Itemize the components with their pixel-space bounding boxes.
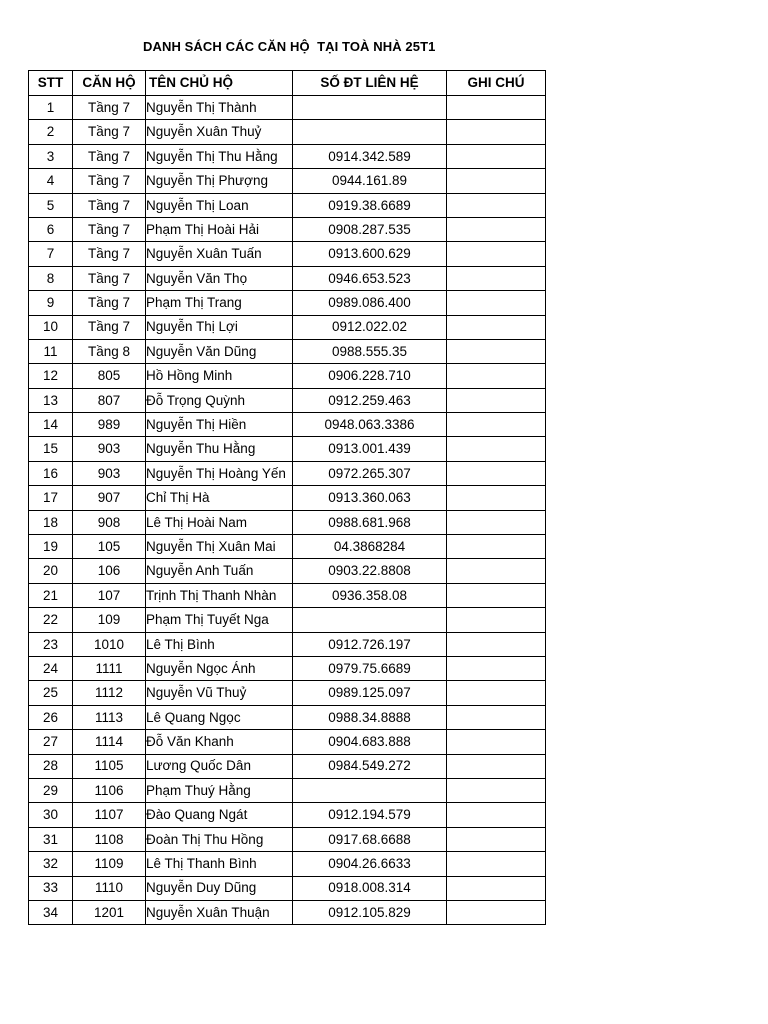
cell-apartment: Tầng 8 <box>73 339 146 363</box>
cell-apartment: 1201 <box>73 900 146 924</box>
table-row <box>29 364 546 388</box>
cell-apartment: 1114 <box>73 730 146 754</box>
cell-phone: 0903.22.8808 <box>293 559 447 583</box>
cell-owner: Nguyễn Thị Hoàng Yến <box>146 461 293 485</box>
cell-note <box>447 437 546 461</box>
cell-stt: 34 <box>29 900 73 924</box>
table-row <box>29 681 546 705</box>
cell-apartment: 1106 <box>73 778 146 802</box>
cell-owner: Đỗ Văn Khanh <box>146 730 293 754</box>
cell-apartment: 1113 <box>73 705 146 729</box>
cell-note <box>447 461 546 485</box>
header-stt: STT <box>29 71 73 96</box>
cell-phone: 0984.549.272 <box>293 754 447 778</box>
cell-note <box>447 339 546 363</box>
cell-apartment: Tầng 7 <box>73 120 146 144</box>
cell-note <box>447 852 546 876</box>
cell-owner: Nguyễn Anh Tuấn <box>146 559 293 583</box>
cell-owner: Hồ Hồng Minh <box>146 364 293 388</box>
cell-phone: 0912.726.197 <box>293 632 447 656</box>
header-owner: TÊN CHỦ HỘ <box>146 71 293 96</box>
table-row <box>29 608 546 632</box>
cell-apartment: 1111 <box>73 656 146 680</box>
cell-apartment: 989 <box>73 413 146 437</box>
cell-stt: 1 <box>29 96 73 120</box>
header-phone: SỐ ĐT LIÊN HỆ <box>293 71 447 96</box>
cell-apartment: Tầng 7 <box>73 291 146 315</box>
cell-owner: Phạm Thị Tuyết Nga <box>146 608 293 632</box>
cell-note <box>447 681 546 705</box>
cell-note <box>447 486 546 510</box>
cell-note <box>447 364 546 388</box>
table-row <box>29 559 546 583</box>
cell-phone: 0988.34.8888 <box>293 705 447 729</box>
cell-phone: 0948.063.3386 <box>293 413 447 437</box>
cell-phone <box>293 120 447 144</box>
cell-stt: 33 <box>29 876 73 900</box>
cell-stt: 19 <box>29 535 73 559</box>
cell-owner: Nguyễn Duy Dũng <box>146 876 293 900</box>
cell-note <box>447 535 546 559</box>
cell-apartment: 903 <box>73 461 146 485</box>
cell-owner: Lê Thị Thanh Bình <box>146 852 293 876</box>
cell-owner: Nguyễn Thị Hiền <box>146 413 293 437</box>
cell-stt: 28 <box>29 754 73 778</box>
cell-owner: Phạm Thị Hoài Hải <box>146 217 293 241</box>
cell-owner: Nguyễn Thị Xuân Mai <box>146 535 293 559</box>
cell-phone: 0919.38.6689 <box>293 193 447 217</box>
cell-stt: 16 <box>29 461 73 485</box>
table-row <box>29 754 546 778</box>
cell-owner: Trịnh Thị Thanh Nhàn <box>146 583 293 607</box>
cell-stt: 18 <box>29 510 73 534</box>
cell-note <box>447 754 546 778</box>
cell-stt: 30 <box>29 803 73 827</box>
cell-stt: 22 <box>29 608 73 632</box>
table-row <box>29 803 546 827</box>
cell-phone: 0906.228.710 <box>293 364 447 388</box>
apartment-table <box>28 70 546 925</box>
cell-stt: 2 <box>29 120 73 144</box>
table-row <box>29 169 546 193</box>
cell-phone: 0904.683.888 <box>293 730 447 754</box>
cell-apartment: 807 <box>73 388 146 412</box>
cell-owner: Nguyễn Văn Dũng <box>146 339 293 363</box>
cell-stt: 5 <box>29 193 73 217</box>
cell-stt: 15 <box>29 437 73 461</box>
cell-note <box>447 413 546 437</box>
cell-apartment: 908 <box>73 510 146 534</box>
cell-phone: 0912.194.579 <box>293 803 447 827</box>
cell-apartment: Tầng 7 <box>73 242 146 266</box>
cell-phone: 0979.75.6689 <box>293 656 447 680</box>
cell-phone <box>293 96 447 120</box>
cell-owner: Đào Quang Ngát <box>146 803 293 827</box>
cell-note <box>447 120 546 144</box>
table-row <box>29 656 546 680</box>
cell-apartment: 903 <box>73 437 146 461</box>
cell-note <box>447 730 546 754</box>
cell-stt: 8 <box>29 266 73 290</box>
cell-note <box>447 608 546 632</box>
cell-note <box>447 583 546 607</box>
cell-apartment: Tầng 7 <box>73 217 146 241</box>
cell-note <box>447 144 546 168</box>
cell-phone: 0912.259.463 <box>293 388 447 412</box>
cell-stt: 6 <box>29 217 73 241</box>
cell-apartment: Tầng 7 <box>73 96 146 120</box>
cell-owner: Nguyễn Thu Hằng <box>146 437 293 461</box>
cell-phone: 0917.68.6688 <box>293 827 447 851</box>
cell-stt: 20 <box>29 559 73 583</box>
cell-owner: Lê Thị Bình <box>146 632 293 656</box>
table-row <box>29 510 546 534</box>
cell-note <box>447 827 546 851</box>
cell-apartment: 1110 <box>73 876 146 900</box>
cell-phone <box>293 778 447 802</box>
table-row <box>29 144 546 168</box>
cell-owner: Nguyễn Thị Thành <box>146 96 293 120</box>
table-row <box>29 827 546 851</box>
table-row <box>29 730 546 754</box>
cell-stt: 27 <box>29 730 73 754</box>
cell-owner: Nguyễn Thị Lợi <box>146 315 293 339</box>
cell-apartment: 1112 <box>73 681 146 705</box>
cell-owner: Nguyễn Xuân Thuận <box>146 900 293 924</box>
table-row <box>29 705 546 729</box>
cell-stt: 10 <box>29 315 73 339</box>
cell-note <box>447 266 546 290</box>
table-row <box>29 461 546 485</box>
cell-note <box>447 656 546 680</box>
cell-note <box>447 705 546 729</box>
cell-apartment: Tầng 7 <box>73 315 146 339</box>
cell-note <box>447 315 546 339</box>
cell-stt: 29 <box>29 778 73 802</box>
cell-note <box>447 803 546 827</box>
cell-phone: 0988.555.35 <box>293 339 447 363</box>
cell-stt: 11 <box>29 339 73 363</box>
cell-note <box>447 291 546 315</box>
table-row <box>29 900 546 924</box>
cell-note <box>447 193 546 217</box>
table-row <box>29 388 546 412</box>
cell-stt: 12 <box>29 364 73 388</box>
cell-owner: Chỉ Thị Hà <box>146 486 293 510</box>
cell-stt: 23 <box>29 632 73 656</box>
cell-note <box>447 217 546 241</box>
cell-phone: 0944.161.89 <box>293 169 447 193</box>
cell-note <box>447 169 546 193</box>
cell-stt: 21 <box>29 583 73 607</box>
cell-phone: 0946.653.523 <box>293 266 447 290</box>
cell-note <box>447 559 546 583</box>
cell-apartment: Tầng 7 <box>73 193 146 217</box>
cell-apartment: 1010 <box>73 632 146 656</box>
cell-note <box>447 388 546 412</box>
cell-apartment: 105 <box>73 535 146 559</box>
cell-phone: 0989.125.097 <box>293 681 447 705</box>
cell-owner: Phạm Thị Trang <box>146 291 293 315</box>
cell-phone: 0936.358.08 <box>293 583 447 607</box>
table-row <box>29 486 546 510</box>
cell-owner: Nguyễn Vũ Thuỷ <box>146 681 293 705</box>
cell-stt: 26 <box>29 705 73 729</box>
cell-stt: 13 <box>29 388 73 412</box>
header-apartment: CĂN HỘ <box>73 71 146 96</box>
cell-phone: 0914.342.589 <box>293 144 447 168</box>
cell-apartment: 109 <box>73 608 146 632</box>
cell-phone: 0918.008.314 <box>293 876 447 900</box>
table-row <box>29 632 546 656</box>
cell-stt: 4 <box>29 169 73 193</box>
cell-stt: 31 <box>29 827 73 851</box>
cell-apartment: 1105 <box>73 754 146 778</box>
cell-owner: Lê Thị Hoài Nam <box>146 510 293 534</box>
cell-apartment: Tầng 7 <box>73 266 146 290</box>
cell-phone: 04.3868284 <box>293 535 447 559</box>
cell-owner: Đoàn Thị Thu Hồng <box>146 827 293 851</box>
table-row <box>29 583 546 607</box>
cell-owner: Nguyễn Xuân Thuỷ <box>146 120 293 144</box>
cell-apartment: Tầng 7 <box>73 169 146 193</box>
table-header-row <box>29 71 546 96</box>
cell-note <box>447 242 546 266</box>
table-row <box>29 96 546 120</box>
table-row <box>29 120 546 144</box>
cell-apartment: 1109 <box>73 852 146 876</box>
cell-owner: Nguyễn Văn Thọ <box>146 266 293 290</box>
cell-note <box>447 632 546 656</box>
cell-owner: Phạm Thuý Hằng <box>146 778 293 802</box>
cell-stt: 3 <box>29 144 73 168</box>
cell-owner: Nguyễn Thị Phượng <box>146 169 293 193</box>
cell-phone: 0908.287.535 <box>293 217 447 241</box>
cell-stt: 17 <box>29 486 73 510</box>
cell-owner: Nguyễn Xuân Tuấn <box>146 242 293 266</box>
cell-owner: Đỗ Trọng Quỳnh <box>146 388 293 412</box>
table-row <box>29 339 546 363</box>
cell-apartment: 107 <box>73 583 146 607</box>
table-row <box>29 291 546 315</box>
cell-apartment: 805 <box>73 364 146 388</box>
cell-owner: Nguyễn Ngọc Ánh <box>146 656 293 680</box>
cell-apartment: Tầng 7 <box>73 144 146 168</box>
cell-stt: 25 <box>29 681 73 705</box>
cell-note <box>447 96 546 120</box>
table-row <box>29 266 546 290</box>
cell-phone: 0904.26.6633 <box>293 852 447 876</box>
cell-phone: 0988.681.968 <box>293 510 447 534</box>
table-row <box>29 852 546 876</box>
cell-stt: 24 <box>29 656 73 680</box>
cell-apartment: 907 <box>73 486 146 510</box>
header-note: GHI CHÚ <box>447 71 546 96</box>
cell-phone: 0913.360.063 <box>293 486 447 510</box>
cell-phone: 0913.600.629 <box>293 242 447 266</box>
cell-stt: 9 <box>29 291 73 315</box>
table-body <box>29 96 546 925</box>
cell-owner: Nguyễn Thị Thu Hằng <box>146 144 293 168</box>
cell-note <box>447 510 546 534</box>
cell-note <box>447 778 546 802</box>
table-row <box>29 242 546 266</box>
cell-owner: Nguyễn Thị Loan <box>146 193 293 217</box>
table-row <box>29 193 546 217</box>
cell-phone: 0912.022.02 <box>293 315 447 339</box>
table-row <box>29 778 546 802</box>
cell-note <box>447 900 546 924</box>
cell-owner: Lê Quang Ngọc <box>146 705 293 729</box>
cell-phone <box>293 608 447 632</box>
cell-stt: 7 <box>29 242 73 266</box>
table-row <box>29 437 546 461</box>
cell-owner: Lương Quốc Dân <box>146 754 293 778</box>
page-title: DANH SÁCH CÁC CĂN HỘ TẠI TOÀ NHÀ 25T1 <box>143 39 436 54</box>
cell-stt: 32 <box>29 852 73 876</box>
table-row <box>29 535 546 559</box>
cell-apartment: 1107 <box>73 803 146 827</box>
cell-apartment: 106 <box>73 559 146 583</box>
cell-phone: 0972.265.307 <box>293 461 447 485</box>
cell-phone: 0989.086.400 <box>293 291 447 315</box>
table-row <box>29 876 546 900</box>
table-row <box>29 413 546 437</box>
cell-phone: 0913.001.439 <box>293 437 447 461</box>
cell-phone: 0912.105.829 <box>293 900 447 924</box>
table-row <box>29 217 546 241</box>
cell-note <box>447 876 546 900</box>
cell-apartment: 1108 <box>73 827 146 851</box>
cell-stt: 14 <box>29 413 73 437</box>
table-row <box>29 315 546 339</box>
